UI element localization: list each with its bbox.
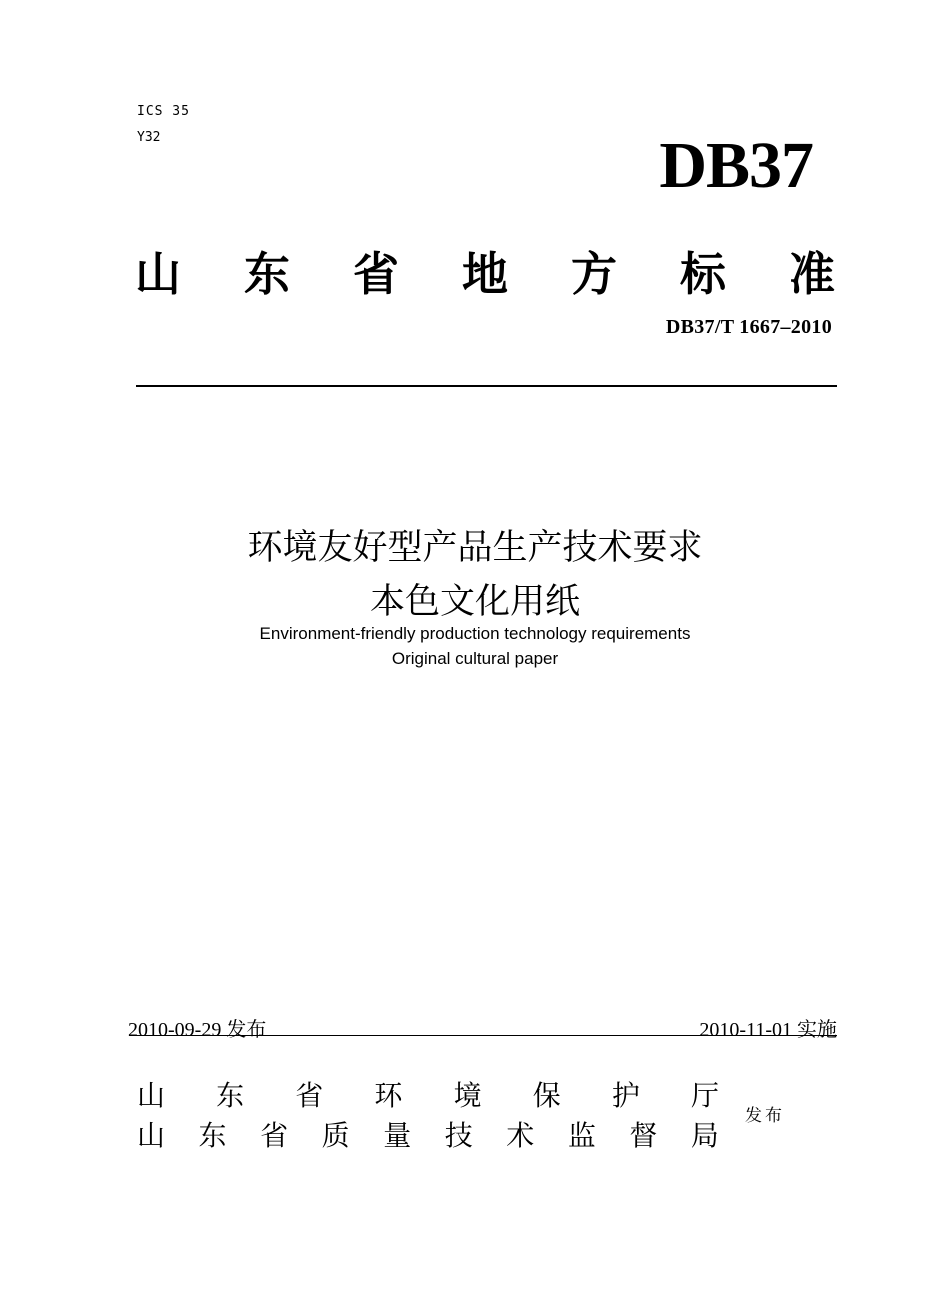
issuer-char: 技 [444, 1119, 473, 1152]
title-zh-line2: 本色文化用纸 [369, 582, 580, 622]
issuer-char: 山 [137, 1079, 166, 1112]
standard-type-char: 准 [789, 247, 835, 301]
issuer-char: 山 [137, 1119, 166, 1152]
standard-type-char: 东 [244, 247, 290, 301]
issuer-char: 量 [383, 1119, 412, 1152]
issuer-char: 监 [567, 1119, 596, 1152]
standard-type-char: 山 [135, 247, 181, 301]
issuer-char: 省 [295, 1079, 324, 1112]
standard-type-heading [135, 238, 835, 304]
db-logo: DB37 [659, 129, 813, 202]
standard-number: DB37/T 1667–2010 [665, 316, 832, 338]
issuer-char: 局 [690, 1119, 719, 1152]
standard-type-char: 标 [680, 247, 726, 301]
title-en-line1: Environment-friendly production technology requirements [259, 624, 691, 643]
issuer-char: 督 [629, 1119, 658, 1152]
ics-code: ICS 35 [137, 104, 190, 119]
issuer-char: 境 [453, 1079, 482, 1112]
issuer-char: 环 [374, 1079, 403, 1112]
standard-type-char: 方 [571, 247, 617, 301]
issuer-char: 术 [506, 1119, 535, 1152]
bottom-divider [129, 1035, 837, 1036]
standard-type-char: 地 [462, 247, 508, 301]
issuer-char: 厅 [690, 1079, 719, 1112]
issuer-char: 东 [216, 1079, 245, 1112]
issuer-char: 省 [260, 1119, 289, 1152]
issuer-char: 护 [611, 1079, 640, 1112]
implementation-date: 2010-11-01 实施 [699, 1019, 837, 1041]
title-en-line2: Original cultural paper [391, 649, 559, 668]
issuer-quality-bureau [137, 1114, 719, 1154]
issue-word: 发布 [745, 1106, 785, 1126]
issuer-environment-dept [137, 1074, 719, 1114]
top-divider [136, 385, 837, 387]
standard-type-char: 省 [353, 247, 399, 301]
issue-date: 2010-09-29 发布 [128, 1019, 267, 1041]
title-zh-line1: 环境友好型产品生产技术要求 [247, 528, 703, 568]
issuer-char: 东 [198, 1119, 227, 1152]
issuer-char: 保 [532, 1079, 561, 1112]
issuer-char: 质 [321, 1119, 350, 1152]
classification-code: Y32 [137, 130, 161, 145]
